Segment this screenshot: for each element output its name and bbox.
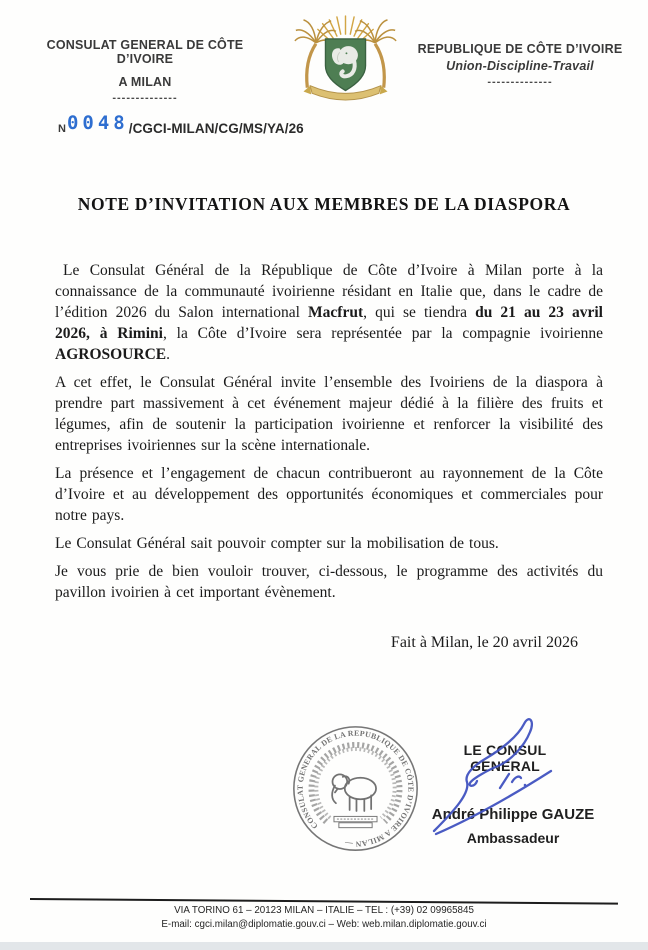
paragraph: Le Consulat Général sait pouvoir compter sur la mobilisation de tous.	[55, 535, 499, 552]
footer-address: VIA TORINO 61 – 20123 MILAN – ITALIE – TEL : (+39) 02 09965845	[174, 905, 474, 916]
reference-prefix: N	[58, 123, 66, 135]
header-left	[26, 38, 264, 104]
national-motto: Union-Discipline-Travail	[446, 59, 594, 73]
separator-dashes-right: --------------	[487, 76, 553, 88]
paragraph: La présence et l’engagement de chacun contribueront au rayonnement de la Côte d’Ivoire et au développement des opportunités économiques et commerciales pour notre pays.	[55, 465, 603, 524]
consul-name: André Philippe GAUZE	[431, 806, 595, 823]
footer-rule	[30, 898, 618, 905]
separator-dashes-left: --------------	[112, 92, 178, 104]
svg-text:CONSULAT GENERAL DE LA REPUBLI	[296, 729, 416, 849]
reference-number-stamp: 0048	[66, 112, 129, 134]
coat-of-arms-icon	[293, 10, 398, 108]
body-text	[55, 260, 603, 610]
paragraph: Le Consulat Général de la République de Côte d’Ivoire à Milan porte à la connaissance de la communauté ivoirienne résidant en Italie que, dans le cadre de l’édition 2026 du Salon international Macfrut, qui se tiendra du 21 au 23 avril 2026, à Rimini, la Côte d’Ivoire sera représentée par la compagnie ivoirienne AGROSOURCE.	[55, 262, 604, 363]
republic-name: REPUBLIQUE DE CÔTE D’IVOIRE	[417, 42, 623, 56]
consul-role-label: LE CONSUL GENERAL	[463, 742, 547, 774]
official-stamp-icon	[287, 716, 424, 863]
footer-contact: E-mail: cgci.milan@diplomatie.gouv.ci – Web: web.milan.diplomatie.gouv.ci	[161, 919, 487, 930]
consulate-city: A MILAN	[118, 75, 172, 89]
document-title: NOTE D’INVITATION AUX MEMBRES DE LA DIASPORA	[77, 194, 571, 214]
scan-edge-shadow	[0, 942, 648, 950]
paragraph: A cet effet, le Consulat Général invite l’ensemble des Ivoiriens de la diaspora à prendre part massivement à cet événement majeur dédié à la filière des fruits et légumes, afin de soutenir la participation ivoirienne et renforcer la visibilité des entreprises ivoiriennes sur la scène internationale.	[55, 374, 603, 454]
consul-title: Ambassadeur	[466, 830, 560, 846]
dateline: Fait à Milan, le 20 avril 2026	[390, 634, 578, 651]
stamp-text: CONSULAT GENERAL DE LA REPUBLIQUE DE CÔTE D’IVOIRE A MILAN —	[295, 728, 416, 849]
paragraph: Je vous prie de bien vouloir trouver, ci-dessous, le programme des activités du pavillon ivoirien à cet important évènement.	[55, 563, 603, 601]
reference-line	[58, 112, 304, 138]
reference-suffix: /CGCI-MILAN/CG/MS/YA/26	[128, 121, 304, 136]
header-right	[398, 42, 642, 88]
signature-ink-icon	[420, 695, 648, 860]
consulate-name: CONSULAT GENERAL DE CÔTE D’IVOIRE	[46, 38, 244, 66]
